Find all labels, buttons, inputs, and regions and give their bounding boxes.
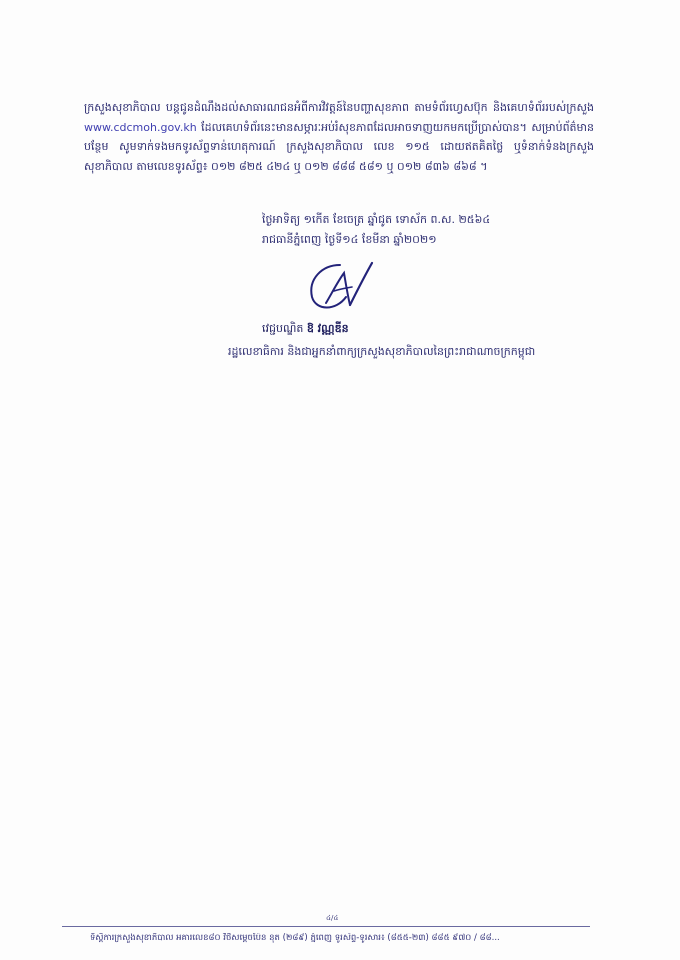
footer-address: ទីស្តីការក្រសួងសុខាភិបាល អគារលេខ៨០ វិថីសម្តេចប៉ែន នុត (២៨៩) ភ្នំពេញ ទូរស័ព្ទ-ទូរសារ៖ (៨៥៥-២៣) ៨៨៥ ៩៧០ / ៨៨...	[90, 933, 500, 943]
place-date: រាជធានីភ្នំពេញ ថ្ងៃទី១៤ ខែមីនា ឆ្នាំ២០២១	[262, 233, 437, 246]
lunar-date: ថ្ងៃអាទិត្យ ១កើត ខែចេត្រ ឆ្នាំជូត ទោស័ក ព.ស. ២៥៦៤	[262, 213, 491, 226]
signer-prefix: វេជ្ជបណ្ឌិត	[262, 322, 307, 335]
page-number: ៤/៤	[326, 914, 339, 922]
handwritten-signature	[300, 255, 390, 315]
paragraph-text-part2: ដែលគេហទំព័រនេះមានសម្ភារៈអប់រំសុខភាពដែលអាចទាញយកមកប្រើប្រាស់បាន។ សម្រាប់ព័ត៌មានបន្ថែម សូមទាក់ទងមកទូរស័ព្ទទាន់ហេតុការណ៍ ក្រសួងសុខាភិបាល លេខ ១១៥ ដោយឥតគិតថ្លៃ ឬទំនាក់ទំនងក្រសួងសុខាភិបាល តាមលេខទូរស័ព្ទ៖ ០១២ ៨២៥ ៤២៤ ឬ ០១២ ៨៨៨ ៥៨១ ឬ ០១២ ៨៣៦ ៨៦៨ ។	[84, 120, 594, 173]
signer-title: រដ្ឋលេខាធិការ និងជាអ្នកនាំពាក្យក្រសួងសុខាភិបាលនៃព្រះរាជាណាចក្រកម្ពុជា	[228, 345, 536, 358]
signer-name-bold: ឱ វណ្ណឌីន	[306, 322, 349, 335]
signer-name	[262, 322, 349, 338]
paragraph-text-part1: ក្រសួងសុខាភិបាល បន្តជូនដំណឹងដល់សាធារណជនអំពីការវិវត្តន៍នៃបញ្ហាសុខភាព តាមទំព័រហ្វេសប៊ុក និងគេហទំព័ររបស់ក្រសួង	[84, 101, 594, 114]
body-paragraph	[84, 98, 594, 176]
footer-divider	[62, 926, 590, 927]
website-link[interactable]: www.cdcmoh.gov.kh	[84, 120, 197, 134]
